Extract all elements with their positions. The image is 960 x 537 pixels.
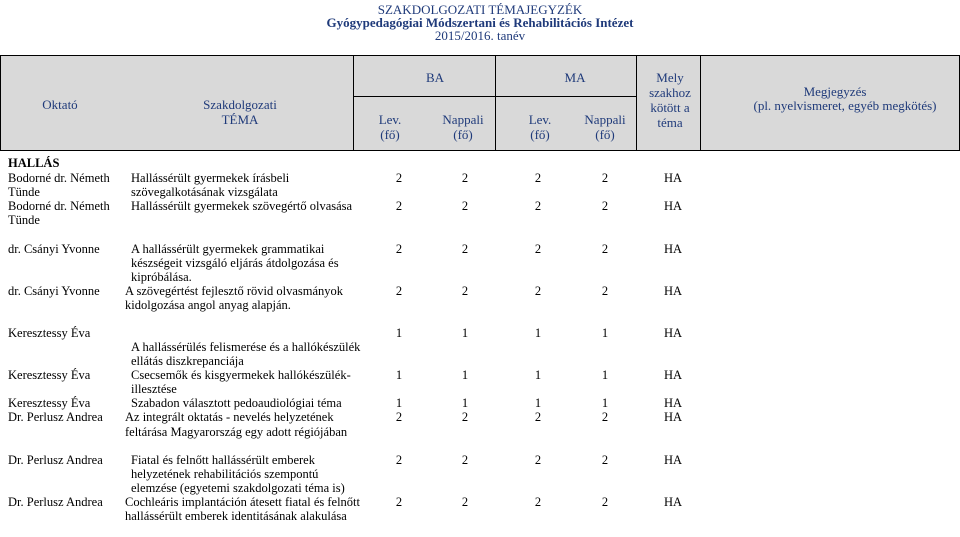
ma-lev-value: 1 <box>534 326 542 340</box>
col-ma: MA <box>564 70 586 85</box>
col-ma-nappali: Nappali <box>584 112 626 127</box>
szak-value: HA <box>664 410 683 424</box>
academic-year: 2015/2016. tanév <box>434 28 526 43</box>
ba-nappali-value: 2 <box>461 199 469 213</box>
col-ba-nappali-unit: (fő) <box>453 127 473 142</box>
doc-title: SZAKDOLGOZATI TÉMAJEGYZÉK <box>377 2 583 17</box>
col-megjegyzes-hint: (pl. nyelvismeret, egyéb megkötés) <box>753 98 937 113</box>
section-title: HALLÁS <box>8 156 60 170</box>
row-oktato: Keresztessy Éva <box>8 368 91 382</box>
row-tema: A szövegértést fejlesztő rövid olvasmányok <box>125 284 343 298</box>
ma-lev-value: 2 <box>534 284 542 298</box>
col-tema-line2: TÉMA <box>221 112 259 127</box>
ba-lev-value: 2 <box>395 171 403 185</box>
row-tema: helyzetének rehabilitációs szempontú <box>131 467 319 481</box>
col-tema-line1: Szakdolgozati <box>203 97 277 112</box>
row-tema: hallássérült emberek identitásának alakulása <box>125 509 347 523</box>
ba-lev-value: 2 <box>395 242 403 256</box>
ma-nappali-value: 2 <box>601 495 609 509</box>
ba-nappali-value: 2 <box>461 453 469 467</box>
ma-nappali-value: 1 <box>601 396 609 410</box>
ba-nappali-value: 2 <box>461 495 469 509</box>
ba-lev-value: 2 <box>395 199 403 213</box>
ma-lev-value: 2 <box>534 453 542 467</box>
row-oktato: Bodorné dr. Németh <box>8 171 110 185</box>
szak-value: HA <box>664 368 683 382</box>
szak-value: HA <box>664 396 683 410</box>
ma-nappali-value: 2 <box>601 453 609 467</box>
col-ma-nappali-unit: (fő) <box>595 127 615 142</box>
szak-value: HA <box>664 242 683 256</box>
header-divider <box>353 55 354 151</box>
ba-nappali-value: 2 <box>461 171 469 185</box>
ba-lev-value: 2 <box>395 410 403 424</box>
header-divider <box>700 55 701 151</box>
row-oktato: Tünde <box>8 185 40 199</box>
header-divider <box>495 55 496 151</box>
row-tema: A hallássérülés felismerése és a hallókészülék <box>131 340 361 354</box>
row-oktato: Dr. Perlusz Andrea <box>8 453 103 467</box>
ba-nappali-value: 1 <box>461 396 469 410</box>
row-tema: illesztése <box>131 382 177 396</box>
institute-name: Gyógypedagógiai Módszertani és Rehabilitációs Intézet <box>326 15 634 30</box>
row-tema: feltárása Magyarország egy adott régiójában <box>125 425 348 439</box>
col-ba-lev-unit: (fő) <box>380 127 400 142</box>
header-divider <box>353 96 636 97</box>
ma-nappali-value: 2 <box>601 410 609 424</box>
ma-lev-value: 2 <box>534 242 542 256</box>
col-ba-lev: Lev. <box>378 112 402 127</box>
ba-lev-value: 2 <box>395 453 403 467</box>
row-oktato: Keresztessy Éva <box>8 326 91 340</box>
row-oktato: dr. Csányi Yvonne <box>8 284 100 298</box>
ma-nappali-value: 2 <box>601 242 609 256</box>
ma-lev-value: 2 <box>534 199 542 213</box>
row-tema: A hallássérült gyermekek grammatikai <box>131 242 325 256</box>
row-tema: Szabadon választott pedoaudiológiai téma <box>131 396 342 410</box>
col-ma-lev: Lev. <box>528 112 552 127</box>
ba-nappali-value: 1 <box>461 368 469 382</box>
ba-lev-value: 1 <box>395 368 403 382</box>
row-tema: készségeit vizsgáló eljárás átdolgozása és <box>131 256 339 270</box>
ma-lev-value: 2 <box>534 410 542 424</box>
ma-nappali-value: 2 <box>601 199 609 213</box>
row-tema: szövegalkotásának vizsgálata <box>131 185 278 199</box>
ma-nappali-value: 2 <box>601 171 609 185</box>
col-megjegyzes: Megjegyzés <box>803 84 867 99</box>
ma-nappali-value: 2 <box>601 284 609 298</box>
row-oktato: Dr. Perlusz Andrea <box>8 410 103 424</box>
row-oktato: Tünde <box>8 213 40 227</box>
col-ma-lev-unit: (fő) <box>530 127 550 142</box>
row-tema: kipróbálása. <box>131 270 192 284</box>
row-tema: Cochleáris implantáción átesett fiatal és felnőtt <box>125 495 360 509</box>
row-tema: Hallássérült gyermekek szövegértő olvasása <box>131 199 353 213</box>
ba-lev-value: 1 <box>395 396 403 410</box>
col-szak-3: kötött a <box>650 100 690 115</box>
ba-lev-value: 2 <box>395 284 403 298</box>
col-ba: BA <box>425 70 445 85</box>
ma-lev-value: 2 <box>534 171 542 185</box>
row-tema: kidolgozása angol anyag alapján. <box>125 298 291 312</box>
header-divider <box>636 55 637 151</box>
szak-value: HA <box>664 171 683 185</box>
ba-lev-value: 1 <box>395 326 403 340</box>
row-tema: Hallássérült gyermekek írásbeli <box>131 171 290 185</box>
ma-nappali-value: 1 <box>601 326 609 340</box>
szak-value: HA <box>664 199 683 213</box>
ma-lev-value: 1 <box>534 368 542 382</box>
row-tema: elemzése (egyetemi szakdolgozati téma is) <box>131 481 345 495</box>
col-oktato: Oktató <box>42 97 78 112</box>
col-szak-4: téma <box>657 115 683 130</box>
ma-lev-value: 1 <box>534 396 542 410</box>
row-tema: Csecsemők és kisgyermekek hallókészülék- <box>131 368 351 382</box>
row-tema: ellátás diszkrepanciája <box>131 354 244 368</box>
ba-lev-value: 2 <box>395 495 403 509</box>
row-oktato: Dr. Perlusz Andrea <box>8 495 103 509</box>
szak-value: HA <box>664 453 683 467</box>
col-szak-2: szakhoz <box>649 85 691 100</box>
row-oktato: Keresztessy Éva <box>8 396 91 410</box>
ma-lev-value: 2 <box>534 495 542 509</box>
szak-value: HA <box>664 284 683 298</box>
col-ba-nappali: Nappali <box>442 112 484 127</box>
row-oktato: dr. Csányi Yvonne <box>8 242 100 256</box>
row-oktato: Bodorné dr. Németh <box>8 199 110 213</box>
ba-nappali-value: 2 <box>461 284 469 298</box>
col-szak-1: Mely <box>656 70 684 85</box>
ma-nappali-value: 1 <box>601 368 609 382</box>
row-tema: Az integrált oktatás - nevelés helyzetének <box>125 410 334 424</box>
ba-nappali-value: 1 <box>461 326 469 340</box>
szak-value: HA <box>664 495 683 509</box>
ba-nappali-value: 2 <box>461 410 469 424</box>
szak-value: HA <box>664 326 683 340</box>
ba-nappali-value: 2 <box>461 242 469 256</box>
row-tema: Fiatal és felnőtt hallássérült emberek <box>131 453 315 467</box>
